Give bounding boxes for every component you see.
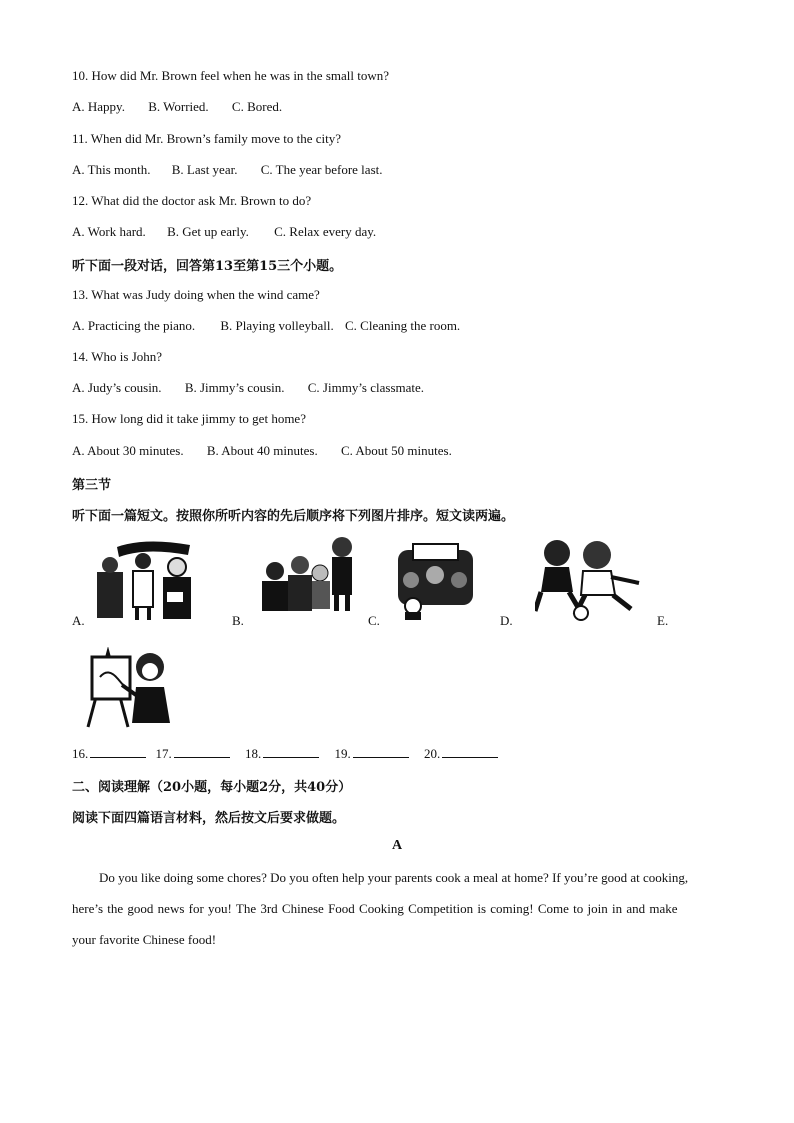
blank-16-label: 16. [72,746,89,761]
part2-title: 二、阅读理解（20小题，每小题2分，共40分） [72,780,352,795]
options-14 [72,380,424,396]
option-a: A. Practicing the piano. [72,318,196,333]
picture-label-d: D. [500,613,513,628]
section3-title: 第三节 [72,478,112,493]
blank-16[interactable] [90,745,146,758]
question-14: 14. Who is John? [72,349,163,364]
blank-18[interactable] [263,745,319,758]
question-11: 11. When did Mr. Brown’s family move to the city? [72,131,341,146]
blank-19[interactable] [353,745,409,758]
option-c: C. Cleaning the room. [345,318,461,333]
blank-20[interactable] [442,745,498,758]
question-13: 13. What was Judy doing when the wind came? [72,287,320,302]
picture-e-painting [78,647,173,729]
option-b: B. About 40 minutes. [206,443,318,458]
question-15: 15. How long did it take jimmy to get home? [72,411,306,426]
picture-a-people-banner [95,537,195,622]
question-10: 10. How did Mr. Brown feel when he was in the small town? [72,68,390,83]
blank-20-label: 20. [424,746,441,761]
option-c: C. About 50 minutes. [340,443,452,458]
option-c: C. Relax every day. [274,224,377,239]
picture-label-b: B. [232,613,244,628]
passage-line-2: here’s the good news for you! The 3rd Chinese Food Cooking Competition is coming! Come to join in and make [72,901,678,916]
option-b: B. Jimmy’s cousin. [184,380,285,395]
options-13 [72,318,460,334]
options-11 [72,162,383,178]
passage-line-3: your favorite Chinese food! [72,932,217,947]
picture-label-e: E. [657,613,669,628]
picture-b-group [260,533,355,613]
passage-a [72,862,724,955]
blank-18-label: 18. [245,746,262,761]
option-b: B. Worried. [148,99,209,114]
options-15 [72,443,452,459]
option-c: C. Jimmy’s classmate. [307,380,425,395]
part2-instruction: 阅读下面四篇语言材料，然后按文后要求做题。 [72,811,346,826]
option-b: B. Get up early. [167,224,249,239]
instruction-13-15: 听下面一段对话，回答第13至第15三个小题。 [72,259,343,274]
picture-d-football [535,537,645,622]
option-a: A. Work hard. [72,224,146,239]
options-12 [72,224,376,240]
option-b: B. Last year. [171,162,238,177]
options-10 [72,99,282,115]
option-c: C. Bored. [231,99,283,114]
blank-17[interactable] [174,745,230,758]
picture-label-c: C. [368,613,380,628]
option-a: A. Happy. [72,99,125,114]
option-a: A. About 30 minutes. [72,443,184,458]
option-c: C. The year before last. [260,162,383,177]
picture-label-a: A. [72,613,85,628]
blank-17-label: 17. [155,746,172,761]
blank-19-label: 19. [334,746,351,761]
passage-line-1: Do you like doing some chores? Do you often help your parents cook a meal at home? If you’re good at cooking, [99,870,689,885]
option-a: A. This month. [72,162,151,177]
section3-instruction: 听下面一篇短文。按照你所听内容的先后顺序将下列图片排序。短文读两遍。 [72,509,515,524]
option-b: B. Playing volleyball. [220,318,334,333]
passage-label: A [391,838,403,853]
picture-c-crowd [393,540,478,620]
question-12: 12. What did the doctor ask Mr. Brown to do? [72,193,312,208]
answer-blanks [72,745,498,762]
option-a: A. Judy’s cousin. [72,380,162,395]
